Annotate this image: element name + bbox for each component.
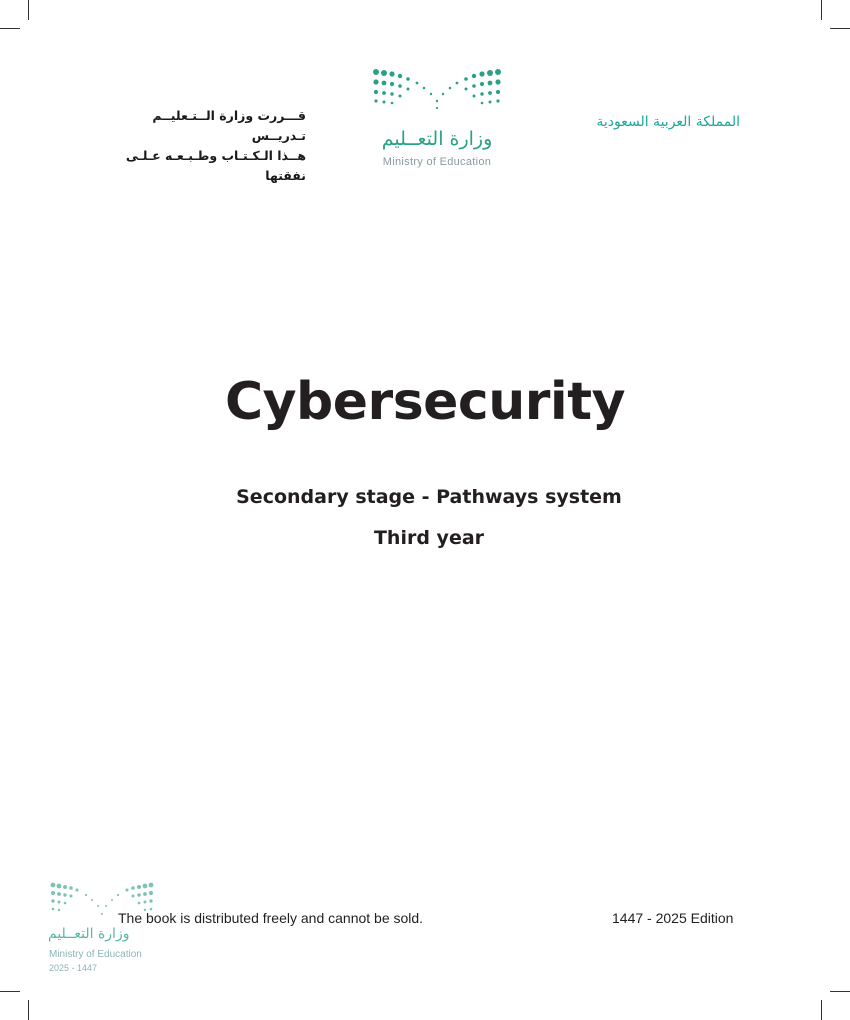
crop-mark-bottom-left-h [0,991,20,992]
free-distribution-note: The book is distributed freely and cannot be sold. [118,910,424,926]
ministry-dots-icon [372,68,502,112]
book-stage: Secondary stage - Pathways system [236,486,622,508]
ministry-logo [366,68,508,172]
crop-mark-top-right-h [830,28,850,29]
kingdom-label: المملكة العربية السعودية [596,114,740,130]
ministry-logo-english: Ministry of Education [382,156,492,168]
approval-line-2: هــذا الـكـتـاب وطـبـعـه عـلـى نفقتها [125,148,306,183]
footer-logo-arabic: وزارة التعــليم [48,926,130,942]
crop-mark-top-left-v [28,0,29,20]
crop-mark-bottom-right-v [821,1000,822,1020]
edition-label: 1447 - 2025 Edition [612,910,734,926]
book-year: Third year [373,527,485,549]
approval-line-1: قـــررت وزارة الــتـعليــم تـدريــس [152,108,306,143]
crop-mark-bottom-left-v [28,1000,29,1020]
approval-statement [110,106,306,186]
crop-mark-top-right-v [821,0,822,20]
crop-mark-bottom-right-h [830,991,850,992]
footer-logo-year: 2025 - 1447 [49,963,98,973]
book-title: Cybersecurity [225,372,625,432]
footer-ministry-logo [48,882,160,978]
ministry-logo-arabic: وزارة التعــليم [381,128,493,150]
footer-logo-english: Ministry of Education [49,949,142,960]
crop-mark-top-left-h [0,28,20,29]
